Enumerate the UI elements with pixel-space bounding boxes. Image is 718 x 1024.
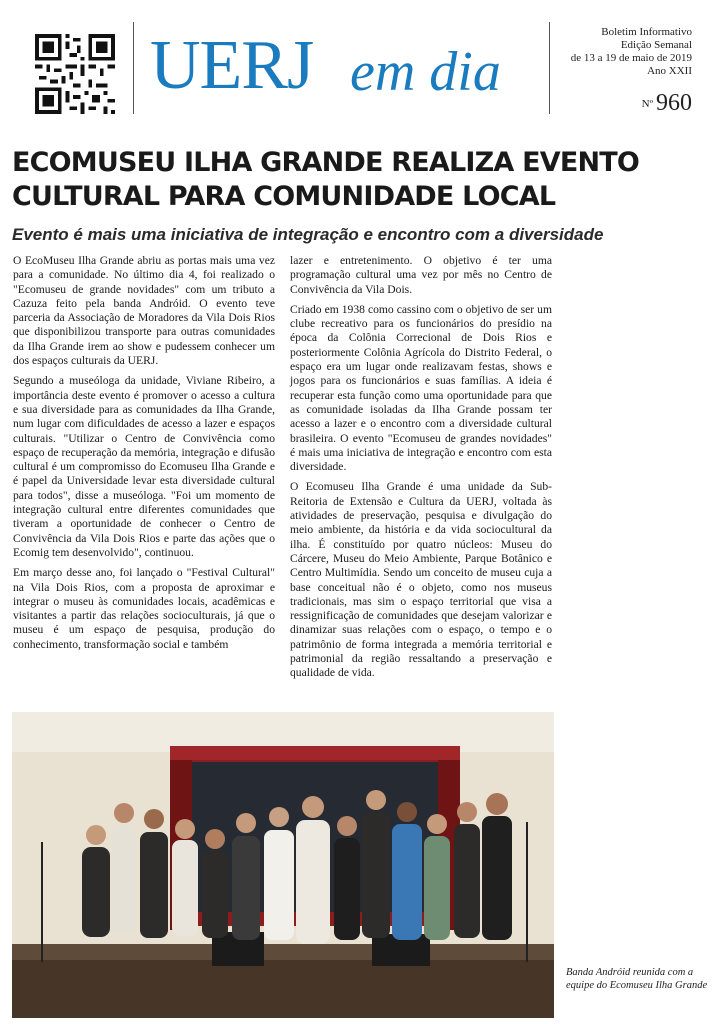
photo-caption: Banda Andróid reunida com a equipe do Ecomuseu Ilha Grande <box>566 967 708 991</box>
issue-prefix: Nº <box>641 98 653 111</box>
masthead <box>150 24 550 114</box>
qr-code <box>35 34 115 114</box>
paragraph: Em março desse ano, foi lançado o "Festival Cultural" na Vila Dois Rios, com a proposta de aproximar e integrar o museu às comunidades locais, acadêmicas e visitantes a partir das relações socioculturais, já que o museu é um espaço de pesquisa, produção do conhecimento, transformação social e também <box>13 566 275 651</box>
masthead-divider-left <box>133 22 134 114</box>
info-line: Boletim Informativo <box>601 26 692 38</box>
masthead-title-italic: em dia <box>350 41 501 103</box>
info-line: Edição Semanal <box>620 39 692 51</box>
article-column-2 <box>290 254 552 687</box>
paragraph: Segundo a museóloga da unidade, Viviane Ribeiro, a importância deste evento é promover o acesso a cultura e sua diversidade para as comunidades da Ilha Grande, num lugar com dificuldades de acesso a lazer e espaços culturais. "Utilizar o Centro de Convivência como espaço de recuperação da memória, integração e difusão cultural é um compromisso do Ecomuseu Ilha Grande e é papel da Universidade levar esta diversidade cultural para todos", disse a museóloga. "Foi um momento de integração cultural entre diferentes comunidades que tiveram a oportunidade de conhecer o Centro de Convivência da Vila Dois Rios e parte das ações que o Ecomig tem desenvolvido", continuou. <box>13 374 275 559</box>
masthead-title: UERJ <box>150 27 314 104</box>
paragraph: O EcoMuseu Ilha Grande abriu as portas mais uma vez para a comunidade. No último dia 4, foi realizado o "Ecomuseu de grande novidades" com um tributo a Cazuza feito pela banda Andróid. O evento teve parceria da Associação de Moradores da Vila Dois Rios que disponibilizou transporte para outras comunidades da Ilha Grande irem ao show e pudessem conhecer um dos espaços culturais da UERJ. <box>13 254 275 368</box>
paragraph: O Ecomuseu Ilha Grande é uma unidade da Sub-Reitoria de Extensão e Cultura da UERJ, voltada às atividades de preservação, pesquisa e divulgação do meio ambiente, da história e da vida sociocultural da ilha. É constituído por quatro núcleos: Museu do Cárcere, Museu do Meio Ambiente, Parque Botânico e Centro Multimídia. Sendo um conceito de museu cuja a base conceitual não é o objeto, como nos museus tradicionais, mas sim o espaço territorial que visa a ressignificação de comunidades que desejam valorizar e dinamizar suas relações com o espaço, o tempo e o patrimônio de forma integrada a memória territorial e patrimonial da região ressaltando a preservação e qualidade de vida. <box>290 480 552 680</box>
paragraph: lazer e entretenimento. O objetivo é ter uma programação cultural uma vez por mês no Centro de Convivência da Vila Dois. <box>290 254 552 296</box>
issue-number <box>642 90 692 117</box>
info-line: Ano XXII <box>647 65 692 77</box>
article-title: ECOMUSEU ILHA GRANDE REALIZA EVENTO CULTURAL PARA COMUNIDADE LOCAL <box>12 147 640 212</box>
paragraph: Criado em 1938 como cassino com o objetivo de ser um clube recreativo para os funcionários do presídio na época da Colônia Correcional de Dois Rios e posteriormente Colônia Agrícola do Distrito Federal, o espaço era um lugar onde realizavam festas, shows e jogos para os funcionários e suas famílias. A ideia é recuperar esta função como uma oportunidade para que as comunidade isoladas da Ilha Grande possam ter acesso a lazer e o encontro com a diversidade cultural brasileira. O evento "Ecomuseu de grandes novidades" é mais uma iniciativa de integração e encontro com esta diversidade. <box>290 302 552 474</box>
info-line: de 13 a 19 de maio de 2019 <box>570 52 692 64</box>
article-column-1 <box>13 254 275 658</box>
band-photo-illustration <box>12 712 554 1018</box>
article-subtitle: Evento é mais uma iniciativa de integração e encontro com a diversidade <box>12 225 604 244</box>
issue-value: 960 <box>656 90 692 116</box>
band-photo <box>12 712 554 1018</box>
edition-info <box>542 26 692 78</box>
